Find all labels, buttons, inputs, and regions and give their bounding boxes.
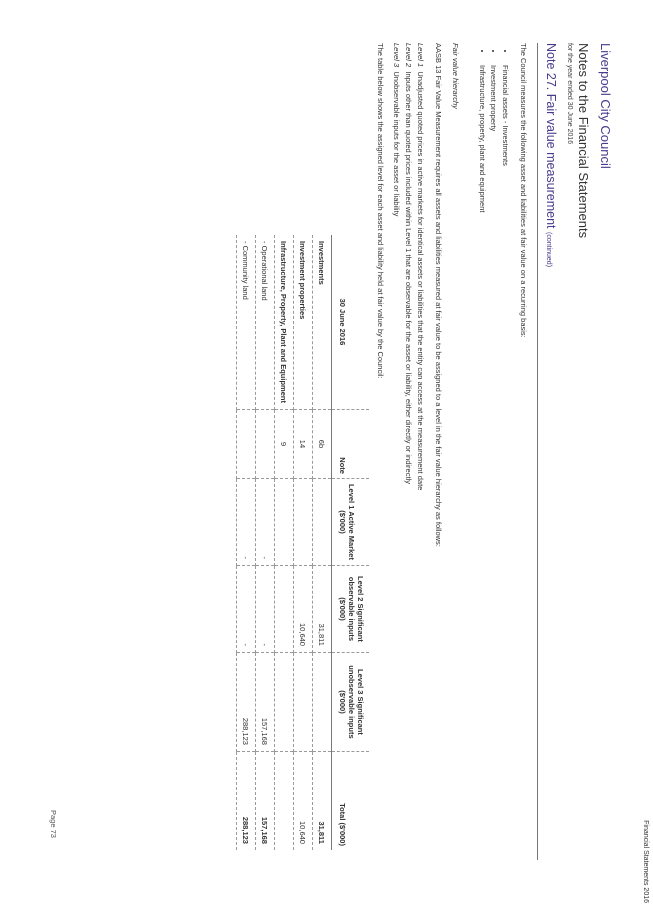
row-label: Infrastructure, Property, Plant and Equipment <box>275 235 294 409</box>
row-note: 9 <box>275 409 294 478</box>
row-total <box>275 751 294 850</box>
row-level3 <box>294 652 313 751</box>
row-level1: - <box>237 478 256 565</box>
col-header-total: Total ($'000) <box>332 751 370 850</box>
level-label: Level 3 <box>392 43 401 68</box>
row-label: Investment properties <box>294 235 313 409</box>
page-number: Page 73 <box>49 810 58 838</box>
table-row <box>275 235 294 850</box>
list-item: • Infrastructure, property, plant and equipment <box>477 61 489 212</box>
col-header-note: Note <box>332 409 370 478</box>
row-label: - Community land <box>237 235 256 409</box>
aasb-paragraph: AASB 13 Fair Value Measurement requires all assets and liabilities measured at fair value to be assigned to a level in the fair value hierarchy as follows: <box>434 43 443 547</box>
row-level3: 157,168 <box>256 652 275 751</box>
col-header-level2: Level 2 Significant observable inputs ($'000) <box>332 565 370 652</box>
page-title: Notes to the Financial Statements <box>576 43 591 239</box>
row-level2: 10,640 <box>294 565 313 652</box>
section-heading: Fair value hierarchy <box>451 43 460 109</box>
row-level1 <box>294 478 313 565</box>
note-continued: (continued) <box>545 232 552 268</box>
row-label: - Operational land <box>256 235 275 409</box>
council-name: Liverpool City Council <box>598 43 613 169</box>
row-level2: - <box>256 565 275 652</box>
level-text: Unadjusted quoted prices in active markets for identical assets or liabilities that the entity can access at the measurement date <box>416 71 425 491</box>
row-level3 <box>313 652 332 751</box>
row-level2: - <box>237 565 256 652</box>
row-label: Investments <box>313 235 332 409</box>
list-item: • Financial assets - Investments <box>500 61 512 212</box>
note-heading <box>544 43 558 267</box>
page-subtitle: for the year ended 30 June 2016 <box>566 43 573 145</box>
row-level3: 288,123 <box>237 652 256 751</box>
table-intro: The table below shows the assigned level for each asset and liability held at fair value by the Council: <box>376 43 385 379</box>
level-1-definition <box>416 43 425 490</box>
table-row <box>256 235 275 850</box>
fair-value-table <box>236 235 369 850</box>
level-text: Inputs other than quoted prices included within Level 1 that are observable for the asset or liability, either directly or indirectly <box>404 71 413 484</box>
row-total: 10,640 <box>294 751 313 850</box>
col-header-level1: Level 1 Active Market ($'000) <box>332 478 370 565</box>
intro-paragraph: The Council measures the following asset and liabilities at fair value on a recurring basis: <box>519 43 528 338</box>
table-row <box>237 235 256 850</box>
row-total: 157,168 <box>256 751 275 850</box>
table-header-row <box>332 235 370 850</box>
row-note <box>237 409 256 478</box>
report-header: Financial Statements 2016 <box>642 820 649 903</box>
asset-list <box>477 43 512 212</box>
divider <box>537 43 538 860</box>
level-text: Unobservable inputs for the asset or liability <box>392 71 401 217</box>
level-label: Level 2 <box>404 43 413 68</box>
note-title: Note 27. Fair value measurement <box>544 43 558 229</box>
table-row <box>294 235 313 850</box>
row-level1: - <box>256 478 275 565</box>
list-item: • Investment property <box>488 61 500 212</box>
col-header-level3: Level 3 Significant unobservable inputs ($'000) <box>332 652 370 751</box>
row-note <box>256 409 275 478</box>
row-level3 <box>275 652 294 751</box>
table-row <box>313 235 332 850</box>
row-level2: 31,811 <box>313 565 332 652</box>
level-2-definition <box>404 43 413 484</box>
level-label: Level 1 <box>416 43 425 68</box>
row-total: 288,123 <box>237 751 256 850</box>
col-header-date: 30 June 2016 <box>332 235 370 409</box>
row-level1 <box>313 478 332 565</box>
row-level1 <box>275 478 294 565</box>
row-note: 6b <box>313 409 332 478</box>
row-total: 31,811 <box>313 751 332 850</box>
row-level2 <box>275 565 294 652</box>
row-note: 14 <box>294 409 313 478</box>
level-3-definition <box>392 43 401 216</box>
